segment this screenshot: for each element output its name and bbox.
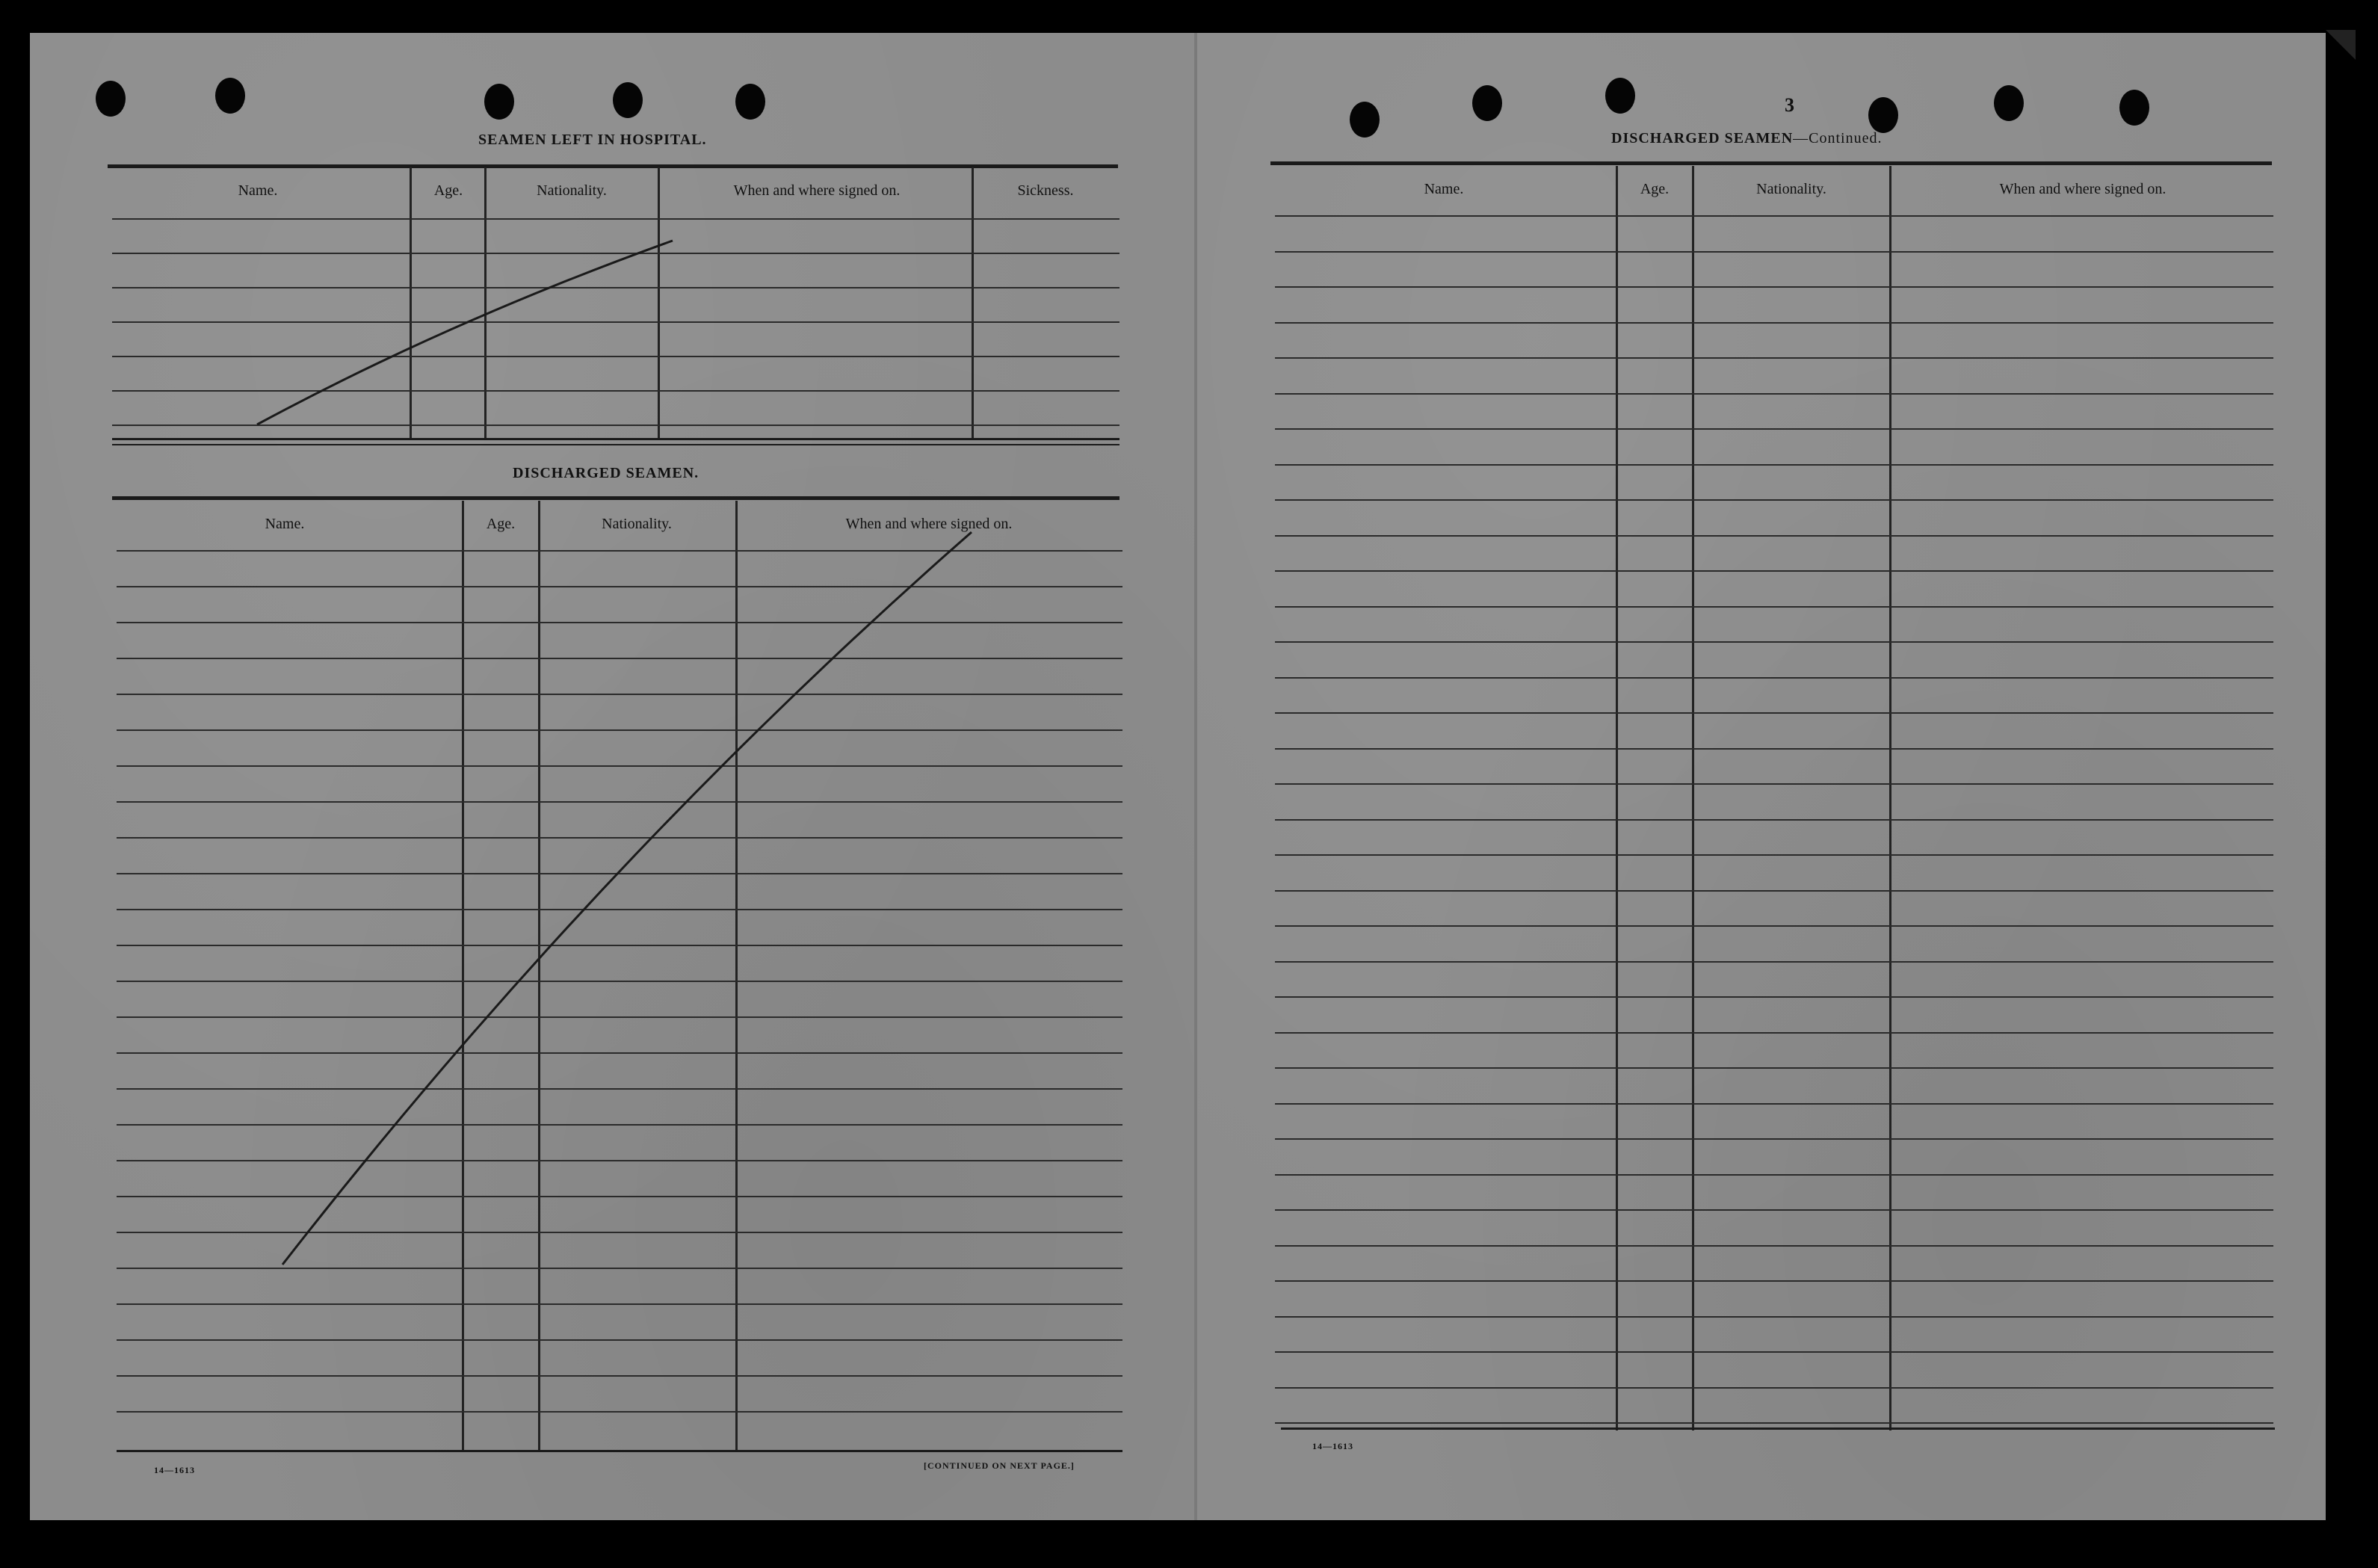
- discharged-col-age: Age.: [486, 516, 516, 532]
- hospital-col-age: Age.: [433, 182, 463, 199]
- continued-col-name: Name.: [1424, 181, 1464, 197]
- discharged-col-name: Name.: [265, 516, 305, 532]
- continued-col-nationality: Nationality.: [1756, 181, 1826, 197]
- hospital-section-title: SEAMEN LEFT IN HOSPITAL.: [478, 132, 707, 148]
- continued-col-age: Age.: [1640, 181, 1670, 197]
- hospital-col-name: Name.: [238, 182, 278, 199]
- discharged-col-signed-on: When and where signed on.: [845, 516, 1013, 532]
- continued-title-suffix: —Continued.: [1793, 130, 1883, 146]
- form-number-left: 14—1613: [154, 1465, 195, 1475]
- continued-col-signed-on: When and where signed on.: [1999, 181, 2167, 197]
- form-number-right: 14—1613: [1312, 1441, 1353, 1451]
- continued-title-main: DISCHARGED SEAMEN: [1611, 130, 1794, 146]
- discharged-col-nationality: Nationality.: [602, 516, 672, 532]
- discharged-strike-line: [282, 532, 972, 1265]
- page-number: 3: [1785, 94, 1794, 116]
- hospital-col-nationality: Nationality.: [537, 182, 607, 199]
- hospital-col-sickness: Sickness.: [1017, 182, 1074, 199]
- discharged-section-title: DISCHARGED SEAMEN.: [513, 465, 699, 481]
- hospital-col-signed-on: When and where signed on.: [733, 182, 901, 199]
- hospital-strike-line: [257, 241, 673, 425]
- continued-note: [CONTINUED ON NEXT PAGE.]: [924, 1460, 1075, 1471]
